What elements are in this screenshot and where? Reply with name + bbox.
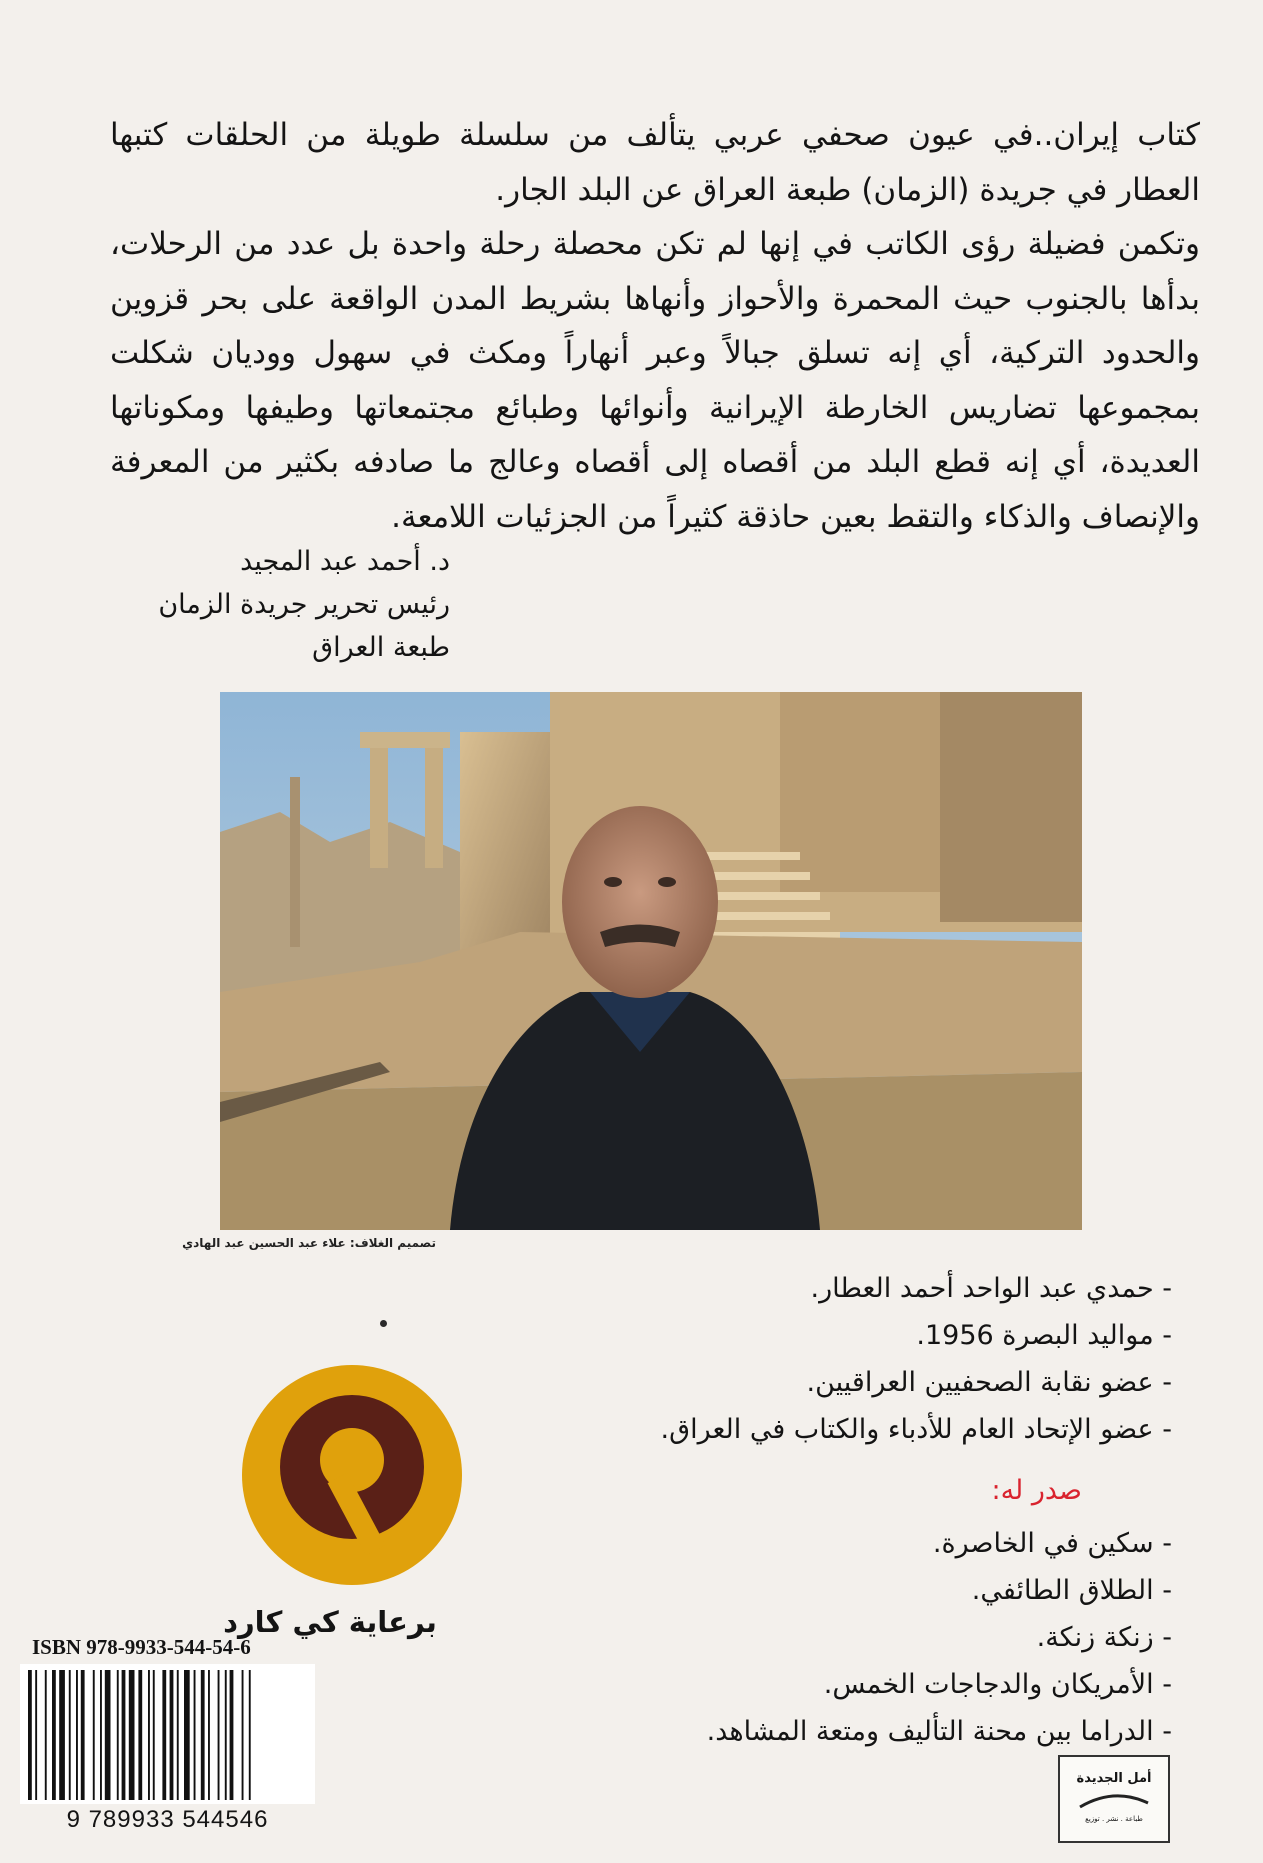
- works-heading: صدر له:: [991, 1475, 1082, 1506]
- works-item: - الأمريكان والدجاجات الخمس.: [823, 1669, 1172, 1700]
- book-blurb: [110, 108, 1200, 544]
- works-item: - الدراما بين محنة التأليف ومتعة المشاهد.: [706, 1716, 1172, 1747]
- cover-design-credit: تصميم الغلاف: علاء عبد الحسين عبد الهادي: [182, 1236, 436, 1250]
- signature-name: د. أحمد عبد المجيد: [240, 546, 450, 577]
- publisher-name: أمل الجديدة: [1076, 1771, 1152, 1786]
- signature-role: رئيس تحرير جريدة الزمان: [158, 589, 450, 620]
- isbn-label: ISBN 978-9933-544-54-6: [32, 1635, 251, 1659]
- sponsor-text: برعاية كي كارد: [223, 1605, 437, 1639]
- bio-item-federation: - عضو الإتحاد العام للأدباء والكتاب في العراق.: [660, 1414, 1172, 1445]
- published-works-list: [560, 1520, 1172, 1755]
- signature-edition: طبعة العراق: [312, 632, 450, 663]
- bio-item-union: - عضو نقابة الصحفيين العراقيين.: [806, 1367, 1172, 1398]
- works-item: - سكين في الخاصرة.: [932, 1528, 1172, 1559]
- bio-item-birth: - مواليد البصرة 1956.: [916, 1320, 1172, 1351]
- publisher-swoosh-icon: [1078, 1791, 1150, 1813]
- blurb-signature: [90, 540, 450, 669]
- publisher-logo: [1058, 1755, 1170, 1843]
- author-bio-list: [560, 1265, 1172, 1453]
- qi-card-logo-icon: [232, 1355, 472, 1595]
- barcode-digits: 9 789933 544546: [66, 1806, 269, 1833]
- bio-item-name: - حمدي عبد الواحد أحمد العطار.: [810, 1273, 1172, 1304]
- author-photo: [220, 692, 1082, 1230]
- blurb-paragraph-1: كتاب إيران..في عيون صحفي عربي يتألف من سلسلة طويلة من الحلقات كتبها العطار في جريدة (الزمان) طبعة العراق عن البلد الجار.: [110, 117, 1200, 208]
- publisher-tagline: طباعة . نشر . توزيع: [1085, 1815, 1143, 1823]
- barcode-icon: [20, 1664, 315, 1804]
- works-item: - الطلاق الطائفي.: [971, 1575, 1172, 1606]
- decorative-dot: [380, 1320, 387, 1327]
- works-item: - زنكة زنكة.: [1036, 1622, 1172, 1653]
- blurb-paragraph-2: وتكمن فضيلة رؤى الكاتب في إنها لم تكن محصلة رحلة واحدة بل عدد من الرحلات، بدأها بالجنوب حيث المحمرة والأحواز وأنهاها بشريط المدن الواقعة على بحر قزوين والحدود التركية، أي إنه تسلق جبالاً وعبر أنهاراً ومكث في سهول ووديان شكلت بمجموعها تضاريس الخارطة الإيرانية وأنوائها وطبائع مجتمعاتها وطيفها ومكوناتها العديدة، أي إنه قطع البلد من أقصاه إلى أقصاه وعالج ما صادفه بكثير من المعرفة والإنصاف والذكاء والتقط بعين حاذقة كثيراً من الجزئيات اللامعة.: [110, 226, 1200, 535]
